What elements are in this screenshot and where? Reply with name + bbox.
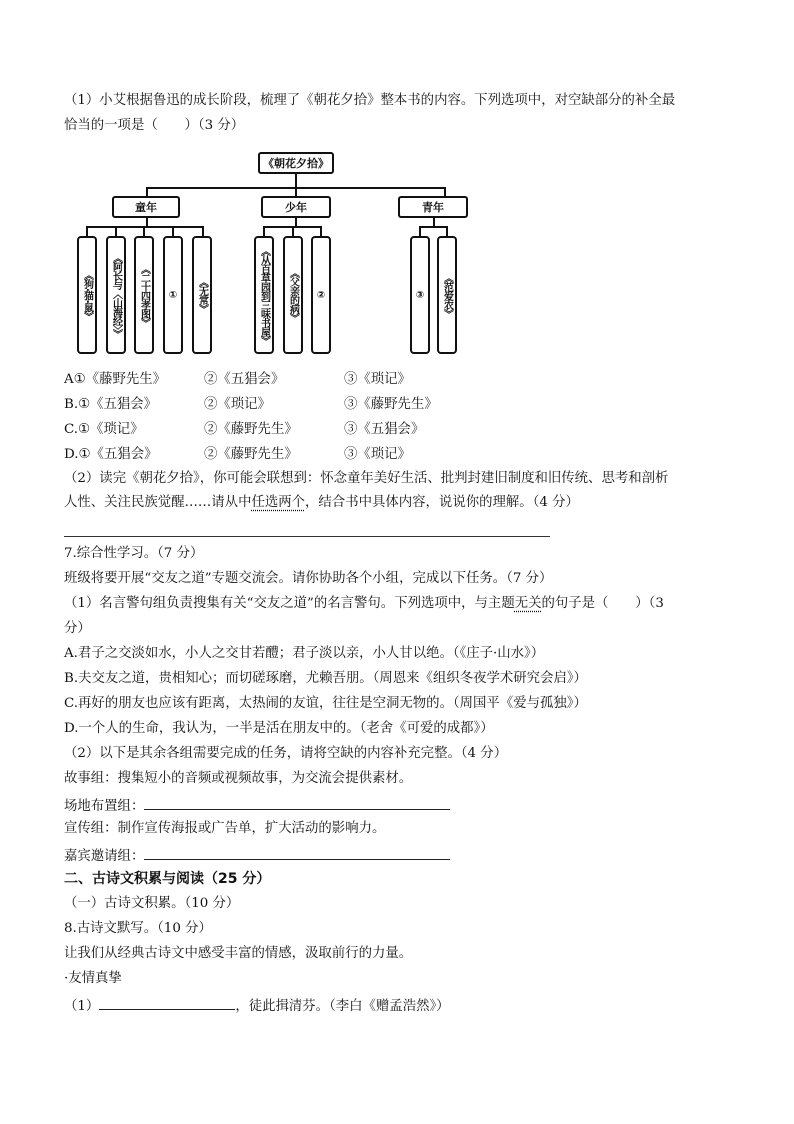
option-b-2: ②《琐记》: [204, 397, 271, 412]
q6-part1-line2: 恰当的一项是（ ）（3 分）: [64, 118, 245, 133]
diagram-book: 《从百草园到三味书屋》: [254, 236, 274, 354]
q7-part2: （2）以下是其余各组需要完成的任务，请将空缺的内容补充完整。（4 分）: [64, 746, 508, 761]
diagram-root-box: 《朝花夕拾》: [258, 152, 334, 174]
q7-guest-group: 嘉宾邀请组：: [64, 845, 450, 866]
section-heading: 二、古诗文积累与阅读（25 分）: [64, 871, 271, 887]
q7-choice-d: D.一个人的生命，我认为，一半是活在朋友中的。（老舍《可爱的成都》）: [64, 721, 494, 736]
guest-blank[interactable]: [144, 845, 450, 860]
q7-intro: 班级将要开展“交友之道”专题交流会。请你协助各个小组，完成以下任务。（7 分）: [64, 571, 553, 586]
diagram-book: 《狗·猫·鼠》: [77, 236, 97, 354]
q8-intro: 让我们从经典古诗文中感受丰富的情感，汲取前行的力量。: [64, 946, 413, 961]
q7-choice-c: C.再好的朋友也应该有距离，太热闹的友谊，往往是空洞无物的。（周国平《爱与孤独》）: [64, 696, 587, 711]
option-d-1: D.①《五猖会》: [64, 447, 158, 462]
option-d-2: ②《藤野先生》: [204, 447, 298, 462]
diagram-blank-1: ①: [163, 236, 183, 354]
q8-theme: ·友情真挚: [64, 971, 122, 986]
q6-part2-line2: 人性、关注民族觉醒……请从中任选两个，结合书中具体内容，说说你的理解。（4 分）: [64, 495, 579, 510]
option-c-1: C.①《琐记》: [64, 422, 144, 437]
diagram-book: 《无常》: [192, 236, 212, 354]
diagram-book: 《范爱农》: [437, 236, 457, 354]
q7-choice-a: A.君子之交淡如水，小人之交甘若醴；君子淡以亲，小人甘以绝。（《庄子·山水》）: [64, 646, 545, 661]
venue-blank[interactable]: [144, 795, 450, 810]
q7-venue-group: 场地布置组：: [64, 795, 450, 816]
diagram-blank-2: ②: [311, 236, 331, 354]
option-c-2: ②《藤野先生》: [204, 422, 298, 437]
diagram-stage-young-adult: 青年: [398, 196, 468, 218]
emphasis-dots: 无关: [514, 596, 542, 611]
diagram-book: 《父亲的病》: [283, 236, 303, 354]
q7-story-group: 故事组：搜集短小的音频或视频故事，为交流会提供素材。: [64, 771, 413, 786]
q6-part1-line1: （1）小艾根据鲁迅的成长阶段，梳理了《朝花夕拾》整本书的内容。下列选项中，对空缺部分的补全最: [64, 93, 676, 108]
diagram-book: 《阿长与〈山海经〉》: [106, 236, 126, 354]
q6-part2-line1: （2）读完《朝花夕拾》，你可能会联想到：怀念童年美好生活、批判封建旧制度和旧传统、思考和剖析: [64, 471, 669, 486]
diagram-stage-youth: 少年: [261, 196, 331, 218]
q8-item1: （1） ，徒此揖清芬。（李白《赠孟浩然》）: [64, 995, 450, 1016]
diagram-blank-3: ③: [410, 236, 430, 354]
option-d-3: ③《琐记》: [344, 447, 411, 462]
section-sub-heading: （一）古诗文积累。（10 分）: [64, 896, 240, 911]
emphasis-dots: 任选两个: [251, 495, 306, 510]
diagram-stage-childhood: 童年: [112, 196, 180, 218]
option-a-2: ②《五猖会》: [204, 372, 285, 387]
option-b-1: B.①《五猖会》: [64, 397, 158, 412]
q7-choice-b: B.夫交友之道，贵相知心；而切磋琢磨，尤赖吾朋。（周恩来《组织冬夜学术研究会启》）: [64, 671, 587, 686]
answer-line[interactable]: [64, 536, 550, 537]
option-b-3: ③《藤野先生》: [344, 397, 438, 412]
q7-part1: （1）名言警句组负责搜集有关“交友之道”的名言警句。下列选项中，与主题无关的句子是（ ）（3: [64, 596, 664, 611]
poem-blank[interactable]: [99, 995, 235, 1010]
q7-publicity-group: 宣传组：制作宣传海报或广告单，扩大活动的影响力。: [64, 821, 386, 836]
q7-title: 7.综合性学习。（7 分）: [64, 546, 204, 561]
diagram-book: 《二十四孝图》: [134, 236, 154, 354]
q8-title: 8.古诗文默写。（10 分）: [64, 921, 212, 936]
book-structure-diagram: [64, 146, 464, 366]
q7-part1-line2: 分）: [64, 621, 91, 636]
option-c-3: ③《五猖会》: [344, 422, 425, 437]
option-a-1: A①《藤野先生》: [64, 372, 167, 387]
option-a-3: ③《琐记》: [344, 372, 411, 387]
